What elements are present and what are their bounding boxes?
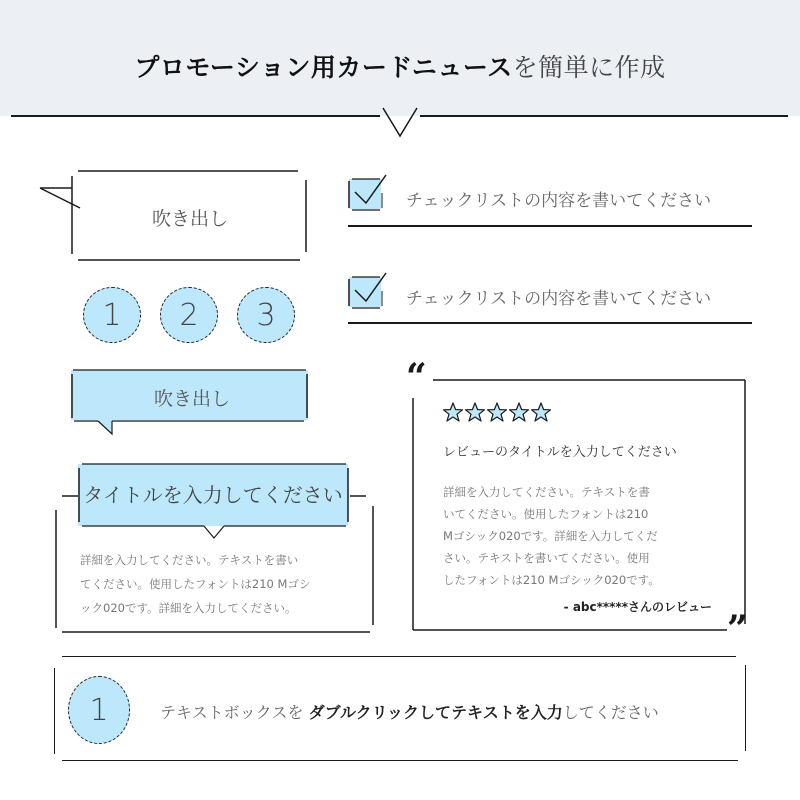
review-title[interactable]: レビューのタイトルを入力してください xyxy=(443,445,677,460)
checklist-divider-2 xyxy=(348,322,752,324)
checkbox-icon[interactable] xyxy=(346,173,388,213)
step-text-bold: ダブルクリックしてテキストを入力 xyxy=(308,703,563,722)
title-regular: を簡単に作成 xyxy=(512,53,666,82)
star-icon xyxy=(532,403,551,421)
title-bold: プロモーション用カードニュース xyxy=(134,53,513,82)
body-line: てください。使用したフォントは210 Mゴシ xyxy=(80,577,311,591)
body-line: したフォントは210 Mゴシック020です。 xyxy=(443,573,660,587)
body-line: 詳細を入力してください。テキストを書い xyxy=(80,553,299,567)
step-text[interactable] xyxy=(160,700,659,723)
step-number: 1 xyxy=(89,692,109,728)
bubble2-label[interactable]: 吹き出し xyxy=(153,388,230,410)
close-quote-icon: ” xyxy=(727,608,748,650)
number-1: 1 xyxy=(102,297,122,333)
header-divider xyxy=(0,100,800,140)
open-quote-icon: “ xyxy=(406,356,427,398)
review-body[interactable] xyxy=(443,481,703,591)
title-card-title[interactable]: タイトルを入力してください xyxy=(83,483,343,507)
body-line: ック020です。詳細を入力してください。 xyxy=(80,601,297,615)
body-line: いてください。使用したフォントは210 xyxy=(443,507,649,521)
step-text-prefix: テキストボックスを xyxy=(160,703,309,722)
title-card-body[interactable] xyxy=(80,548,370,620)
number-2: 2 xyxy=(179,297,199,333)
star-icon xyxy=(488,403,507,421)
step-box-top-border xyxy=(62,656,736,657)
step-box-left-border xyxy=(54,668,55,754)
checklist-item-2-label[interactable]: チェックリストの内容を書いてください xyxy=(406,289,712,309)
body-line: 詳細を入力してください。テキストを書 xyxy=(443,485,650,499)
body-line: さい。テキストを書いてください。使用 xyxy=(443,551,650,565)
step-box-bottom-border xyxy=(62,760,738,761)
number-circle-2[interactable] xyxy=(160,287,218,343)
step-text-suffix: してください xyxy=(562,703,659,722)
checkbox-icon[interactable] xyxy=(346,271,388,311)
bubble1-label[interactable]: 吹き出し xyxy=(151,208,228,230)
star-icon xyxy=(510,403,529,421)
checklist-item-1-label[interactable]: チェックリストの内容を書いてください xyxy=(406,191,712,211)
body-line: Mゴシック020です。詳細を入力してくだ xyxy=(443,529,658,543)
rating-stars[interactable] xyxy=(442,402,558,424)
step-number-circle[interactable] xyxy=(68,676,130,744)
page-title xyxy=(0,48,800,84)
number-3: 3 xyxy=(256,297,276,333)
checklist-divider-1 xyxy=(348,225,752,227)
step-box-right-border xyxy=(745,665,746,751)
star-icon xyxy=(444,403,463,421)
number-circle-1[interactable] xyxy=(83,287,141,343)
star-icon xyxy=(466,403,485,421)
review-author[interactable]: - abc*****さんのレビュー xyxy=(563,600,712,614)
number-circle-3[interactable] xyxy=(237,287,295,343)
